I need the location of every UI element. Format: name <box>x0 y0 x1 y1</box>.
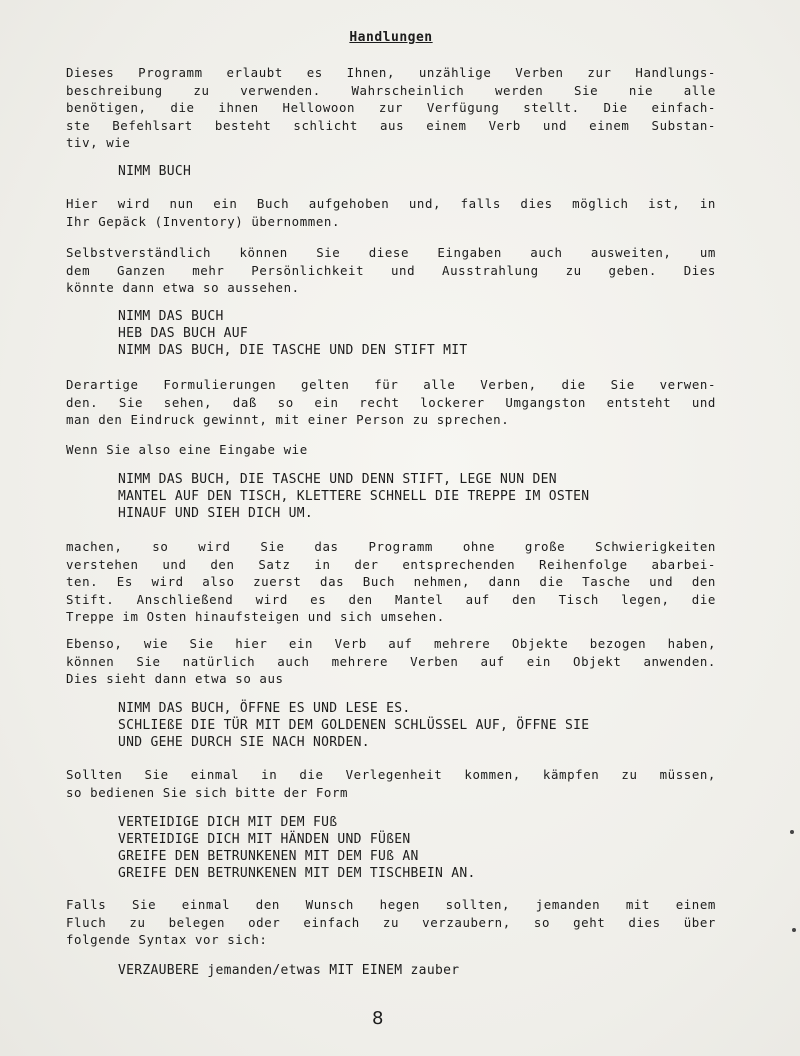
text-line: Falls Sie einmal den Wunsch hegen sollten, jemanden mit einem <box>66 897 716 912</box>
paragraph-intro <box>66 64 716 152</box>
text-line: tiv, wie <box>66 135 131 150</box>
command-example-6 <box>118 962 459 979</box>
command-line: VERTEIDIGE DICH MIT HÄNDEN UND FÜßEN <box>118 832 411 847</box>
command-line: NIMM BUCH <box>118 164 192 179</box>
command-example-2 <box>118 308 467 359</box>
text-line: machen, so wird Sie das Programm ohne große Schwierigkeiten <box>66 539 716 554</box>
command-line: SCHLIEßE DIE TÜR MIT DEM GOLDENEN SCHLÜSSEL AUF, ÖFFNE SIE <box>118 718 590 733</box>
text-line: benötigen, die ihnen Hellowoon zur Verfügung stellt. Die einfach- <box>66 100 716 115</box>
command-line: HEB DAS BUCH AUF <box>118 326 249 341</box>
paragraph-formulations <box>66 376 716 429</box>
text-line: verstehen und den Satz in der entsprechenden Reihenfolge abarbei- <box>66 556 716 572</box>
paragraph-pickup <box>66 195 716 230</box>
paragraph-curse <box>66 896 716 949</box>
text-line: Wenn Sie also eine Eingabe wie <box>66 442 308 457</box>
text-line: so bedienen Sie sich bitte der Form <box>66 784 349 800</box>
text-line: Hier wird nun ein Buch aufgehoben und, falls dies möglich ist, in <box>66 196 716 211</box>
paragraph-multiple-verbs <box>66 635 716 688</box>
command-line: NIMM DAS BUCH, ÖFFNE ES UND LESE ES. <box>118 701 411 716</box>
text-line: Dieses Programm erlaubt es Ihnen, unzählige Verben zur Handlungs- <box>66 65 716 80</box>
text-line: den. Sie sehen, daß so ein recht lockerer Umgangston entsteht und <box>66 394 716 410</box>
ink-speck <box>792 928 796 932</box>
text-line: Ihr Gepäck (Inventory) übernommen. <box>66 213 341 229</box>
text-line: könnte dann etwa so aussehen. <box>66 280 300 295</box>
command-example-5 <box>118 814 476 882</box>
paragraph-input-intro <box>66 441 716 459</box>
command-line: GREIFE DEN BETRUNKENEN MIT DEM TISCHBEIN AN. <box>118 866 476 881</box>
text-line: Stift. Anschließend wird es den Mantel auf den Tisch legen, die <box>66 591 716 607</box>
text-line: ten. Es wird also zuerst das Buch nehmen, dann die Tasche und den <box>66 574 716 589</box>
command-example-1 <box>118 163 191 180</box>
text-line: beschreibung zu verwenden. Wahrscheinlich werden Sie nie alle <box>66 82 716 98</box>
paragraph-fighting <box>66 766 716 801</box>
page-number: 8 <box>372 1008 384 1029</box>
text-line: man den Eindruck gewinnt, mit einer Person zu sprechen. <box>66 412 510 427</box>
section-heading: Handlungen <box>349 30 433 45</box>
command-line: GREIFE DEN BETRUNKENEN MIT DEM FUß AN <box>118 849 419 864</box>
text-line: können Sie natürlich auch mehrere Verben auf ein Objekt anwenden. <box>66 653 716 669</box>
command-line: HINAUF UND SIEH DICH UM. <box>118 506 314 521</box>
text-line: Selbstverständlich können Sie diese Eingaben auch ausweiten, um <box>66 245 716 260</box>
command-line: VERTEIDIGE DICH MIT DEM FUß <box>118 815 338 830</box>
ink-speck <box>790 830 794 834</box>
command-line: NIMM DAS BUCH, DIE TASCHE UND DENN STIFT, LEGE NUN DEN <box>118 472 557 487</box>
text-line: Treppe im Osten hinaufsteigen und sich umsehen. <box>66 609 445 624</box>
command-example-4 <box>118 700 589 751</box>
text-line: Ebenso, wie Sie hier ein Verb auf mehrere Objekte bezogen haben, <box>66 636 716 651</box>
text-line: Derartige Formulierungen gelten für alle Verben, die Sie verwen- <box>66 377 716 392</box>
text-line: ste Befehlsart besteht schlicht aus einem Verb und einem Substan- <box>66 117 716 133</box>
paragraph-extend <box>66 244 716 297</box>
command-example-3 <box>118 471 589 522</box>
text-line: Sollten Sie einmal in die Verlegenheit kommen, kämpfen zu müssen, <box>66 767 716 782</box>
paragraph-processing <box>66 538 716 626</box>
command-line: MANTEL AUF DEN TISCH, KLETTERE SCHNELL DIE TREPPE IM OSTEN <box>118 489 590 504</box>
text-line: folgende Syntax vor sich: <box>66 932 268 947</box>
text-line: Fluch zu belegen oder einfach zu verzaubern, so geht dies über <box>66 914 716 930</box>
command-line: UND GEHE DURCH SIE NACH NORDEN. <box>118 735 370 750</box>
command-line: NIMM DAS BUCH, DIE TASCHE UND DEN STIFT MIT <box>118 343 468 358</box>
text-line: Dies sieht dann etwa so aus <box>66 671 284 686</box>
command-line: VERZAUBERE jemanden/etwas MIT EINEM zauber <box>118 963 460 978</box>
text-line: dem Ganzen mehr Persönlichkeit und Ausstrahlung zu geben. Dies <box>66 262 716 278</box>
command-line: NIMM DAS BUCH <box>118 309 224 324</box>
